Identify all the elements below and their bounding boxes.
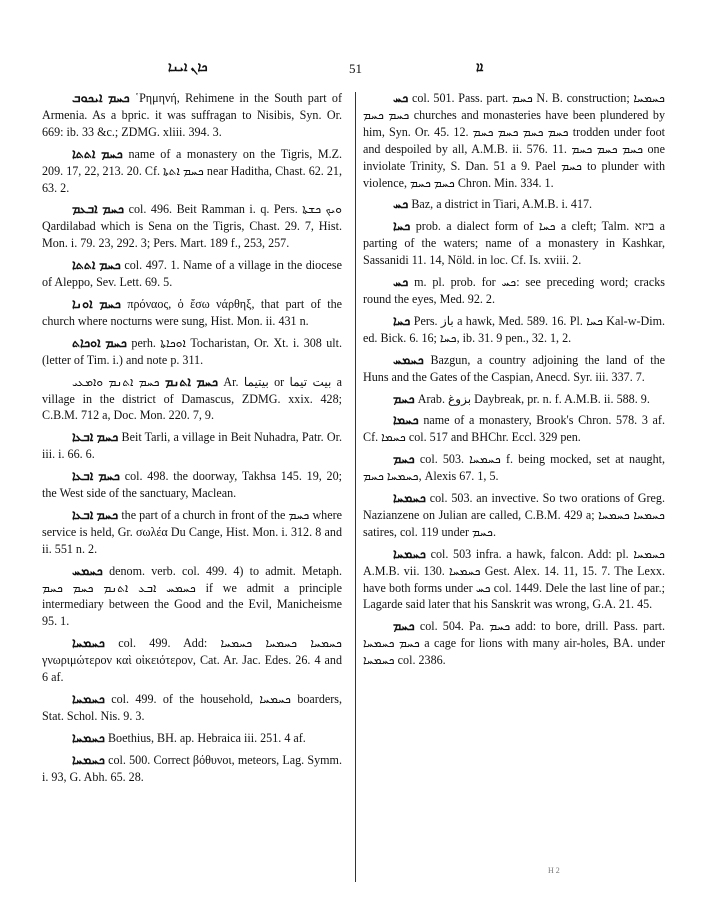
dictionary-entry (42, 691, 342, 725)
entry-headword: ܟܚܡ ܐܬܬܐ (72, 258, 121, 273)
dictionary-entry (42, 374, 342, 425)
entry-headword: ܟܚܡ ܐܝܟܘܒ (72, 91, 130, 105)
signature-mark: H 2 (548, 866, 560, 875)
entry-headword: ܟܚܡ ܐܘܢܐ (72, 296, 121, 311)
entry-headword: ܟܚܡܚ (393, 352, 424, 367)
entry-headword: ܟܚܡ ܐܬܬܐ (72, 146, 123, 161)
dictionary-entry (42, 563, 342, 631)
dictionary-entry (363, 391, 665, 408)
entry-headword: ܟܚܡ ܐܘܟܐܬ (72, 335, 127, 350)
entry-headword: ܟܚܡ (393, 391, 415, 406)
running-head-right: ܐܐ (476, 60, 484, 74)
dictionary-entry (42, 296, 342, 330)
dictionary-entry (363, 546, 665, 614)
dictionary-entry (42, 752, 342, 786)
dictionary-entry (363, 490, 665, 541)
entry-headword: ܟܚܡ ܐܒܥܐ (72, 507, 119, 522)
entry-text: col. 499. of the household, ܟܚܡܚܐ boarders, Stat. Schol. Nis. 9. 3. (42, 692, 342, 723)
entry-text: perh. ܐܘܟܐܬܐ Tocharistan, Or. Xt. i. 308 ult. (letter of Tim. i.) and note p. 311. (42, 335, 343, 367)
entry-headword: ܟܚܡܚܐ (72, 636, 105, 651)
entry-headword: ܟܚܡ (393, 452, 415, 467)
entry-headword: ܟܚܡܚܐ (393, 546, 426, 561)
entry-text: Bazgun, a country adjoining the land of the Huns and the Gates of the Caspian, Anecd. Syr. iii. 337. 7. (363, 352, 665, 384)
dictionary-entry (363, 90, 665, 191)
entry-text: col. 499. Add: ܟܚܡܚܐ ܟܚܡܚܐ ܟܚܡܚܐ γνωριμώτερον καὶ οἰκειότερον, Cat. Ar. Jac. Edes. 26. 4 and 6 af. (42, 636, 342, 685)
entry-text: Boethius, BH. ap. Hebraica iii. 251. 4 af. (107, 730, 306, 745)
dictionary-entry (42, 90, 342, 141)
dictionary-entry (363, 451, 665, 485)
entry-headword: ܟܚܡܚܐ (393, 491, 426, 506)
entry-headword: ܟܚܡܐ (393, 413, 419, 428)
entry-text: Baz, a district in Tiari, A.M.B. i. 417. (411, 197, 593, 212)
entry-text: col. 501. Pass. part. ܟܚܡ N. B. construction; ܟܚܡܚܐ ܟܚܡ ܟܚܡ churches and monasteries have been plundered by him, Syn. Or. 45. 12. ܟܚܡ ܟܚܡ ܟܚܡ ܟܚܡ trodden under foot and despoiled by all, A.M.B. ii. 576. 11. ܟܚܡ ܟܚܡ ܟܚܡ one inviolate Trinity, S. Dan. 51 a 9. Pael ܟܚܡ to plunder with violence, ܟܚܡ ܟܚܡ Chron. Min. 334. 1. (363, 91, 665, 190)
entry-text: πρόναος, ὁ ἔσω νάρθηξ, that part of the church where nocturns were sung, Hist. Mon. ii. 431 n. (42, 296, 342, 328)
entry-headword: ܟܚܡ ܐܒܥܡ (72, 202, 125, 217)
entry-text: prob. a dialect form of ܟܚܐ a cleft; Talm. ביזא a parting of the waters; name of a monastery in Kashkar, Sassanidi 11. 14, Nöld. in loc. Cf. Is. xviii. 2. (363, 219, 665, 268)
entry-text: col. 503 infra. a hawk, falcon. Add: pl. ܟܚܡܚܐ A.M.B. vii. 130. ܟܚܡܚܐ Gest. Alex. 14. 11, 15. 7. The Lexx. have both forms under ܟܚ col. 1449. Dele the last line of par.; Lagarde said later that his Sanskrit was wrong, G.A. 21. 45. (363, 546, 665, 612)
entry-text: Arab. بزوغ Daybreak, pr. n. f. A.M.B. ii. 588. 9. (417, 391, 650, 406)
entry-text: name of a monastery on the Tigris, M.Z. 209. 17, 22, 213. 20. Cf. ܟܚܡ ܐܬܬܐ near Haditha, Chast. 62. 21, 63. 2. (42, 146, 343, 195)
entry-text: col. 500. Correct βόθυνοι, meteors, Lag. Symm. i. 93, G. Abh. 65. 28. (42, 752, 342, 784)
entry-text: name of a monastery, Brook's Chron. 578. 3 af. Cf. ܟܚܡܐ col. 517 and BHChr. Eccl. 329 pen. (363, 413, 665, 445)
entry-headword: ܟܚ (393, 275, 409, 290)
entry-headword: ܟܚܡ ܐܬܢܡ (164, 374, 219, 389)
entry-headword: ܟܚܡܚܐ (72, 692, 105, 706)
entry-headword: ܟܚܐ (393, 313, 411, 328)
entry-headword: ܟܚܡ ܐܒܥܐ (72, 469, 120, 484)
dictionary-entry (363, 196, 665, 213)
dictionary-entry (363, 313, 665, 347)
dictionary-entry (363, 412, 665, 446)
entry-text: Beit Tarli, a village in Beit Nuhadra, Patr. Or. iii. i. 66. 6. (42, 430, 342, 462)
dictionary-entry (363, 352, 665, 386)
entry-text: col. 496. Beit Ramman i. q. Pers. ܘܝܟ ܟܫܬܐ Qardilabad which is Sena on the Tigris, Chast. 29. 7, Hist. Mon. i. 79. 23, 292. 3; Pers. Mart. 189 f., 253, 257. (42, 202, 343, 251)
entry-text: m. pl. prob. for ܟܚ: see preceding word; cracks round the eyes, Med. 92. 2. (363, 275, 665, 306)
entry-headword: ܟܚܐ (393, 219, 411, 234)
entry-text: ῾Ρημηνή, Rehimene in the South part of Armenia. As a bpric. it was suffragan to Nisibis, Syn. Or. 669: ib. 33 &c.; ZDMG. xliii. 394. 3. (42, 91, 342, 139)
entry-text: col. 504. Pa. ܟܚܡ add: to bore, drill. Pass. part. ܟܚܡ ܟܚܡܚܐ a cage for lions with many air-holes, BA. under ܟܚܡܚܐ col. 2386. (363, 619, 666, 668)
running-head-left: ܟܐܢ ܐܝܢܐ (168, 60, 208, 74)
dictionary-entry (363, 618, 665, 669)
entry-text: col. 503. ܟܚܡܚܐ f. being mocked, set at naught, ܟܚܡܚܐ ܟܚܡ, Alexis 67. 1, 5. (363, 452, 665, 484)
dictionary-entry (42, 201, 342, 252)
right-column (363, 90, 665, 674)
dictionary-entry (42, 335, 342, 369)
entry-text: ܟܚܡ ܐܬܢܡ ܘܐܡܥܝ Ar. بيتيما or بيت تيما a village in the district of Damascus, ZDMG. xxix. 428; C.B.M. 712 a, Doc. Mon. 220. 7, 9. (42, 374, 342, 423)
dictionary-entry (363, 274, 665, 308)
page-number: 51 (349, 61, 362, 76)
dictionary-entry (42, 507, 342, 558)
dictionary-entry (42, 635, 342, 686)
entry-text: col. 497. 1. Name of a village in the diocese of Aleppo, Sev. Lett. 69. 5. (42, 258, 342, 290)
entry-headword: ܟܚܡܚܐ (72, 730, 105, 745)
dictionary-entry (42, 146, 342, 197)
column-divider (355, 92, 356, 882)
entry-headword: ܟܚܡ ܐܒܥܐ (72, 430, 119, 445)
dictionary-entry (42, 730, 342, 747)
entry-text: denom. verb. col. 499. 4) to admit. Metaph. ܟܚܡܚ ܐܒܥ ܐܬܢܡ ܟܚܡ ܟܚܡ if we admit a principle intermediary between the Good and the Evil, Manicheisme 95. 1. (42, 563, 343, 629)
dictionary-entry (42, 257, 342, 291)
dictionary-entry (42, 468, 342, 502)
entry-text: Pers. باز a hawk, Med. 589. 16. Pl. ܟܚܐ Kal-w-Dim. ed. Bick. 6. 16; ܟܚܐ, ib. 31. 9 pen., 32. 1, 2. (363, 313, 665, 345)
page-header (0, 60, 714, 82)
entry-text: the part of a church in front of the ܟܚܡ where service is held, Gr. σωλέα Du Cange, Hist. Mon. i. 312. 8 and ii. 551 n. 2. (42, 507, 342, 556)
entry-headword: ܟܚ (393, 91, 409, 105)
entry-headword: ܟܚܡ (393, 619, 415, 634)
dictionary-entry (42, 429, 342, 463)
entry-text: col. 503. an invective. So two orations of Greg. Nazianzene on Julian are called, C.B.M. 429 a; ܟܚܡܚܐ ܟܚܡܚܐ satires, col. 119 under ܟܚܡ. (363, 491, 665, 539)
dictionary-entry (363, 218, 665, 269)
left-column (42, 90, 342, 791)
entry-headword: ܟܚܡܚ (72, 563, 103, 578)
entry-headword: ܟܚܡܚܐ (72, 752, 105, 767)
entry-text: col. 498. the doorway, Takhsa 145. 19, 20; the West side of the sanctuary, Maclean. (42, 469, 342, 501)
entry-headword: ܟܚ (393, 197, 409, 212)
